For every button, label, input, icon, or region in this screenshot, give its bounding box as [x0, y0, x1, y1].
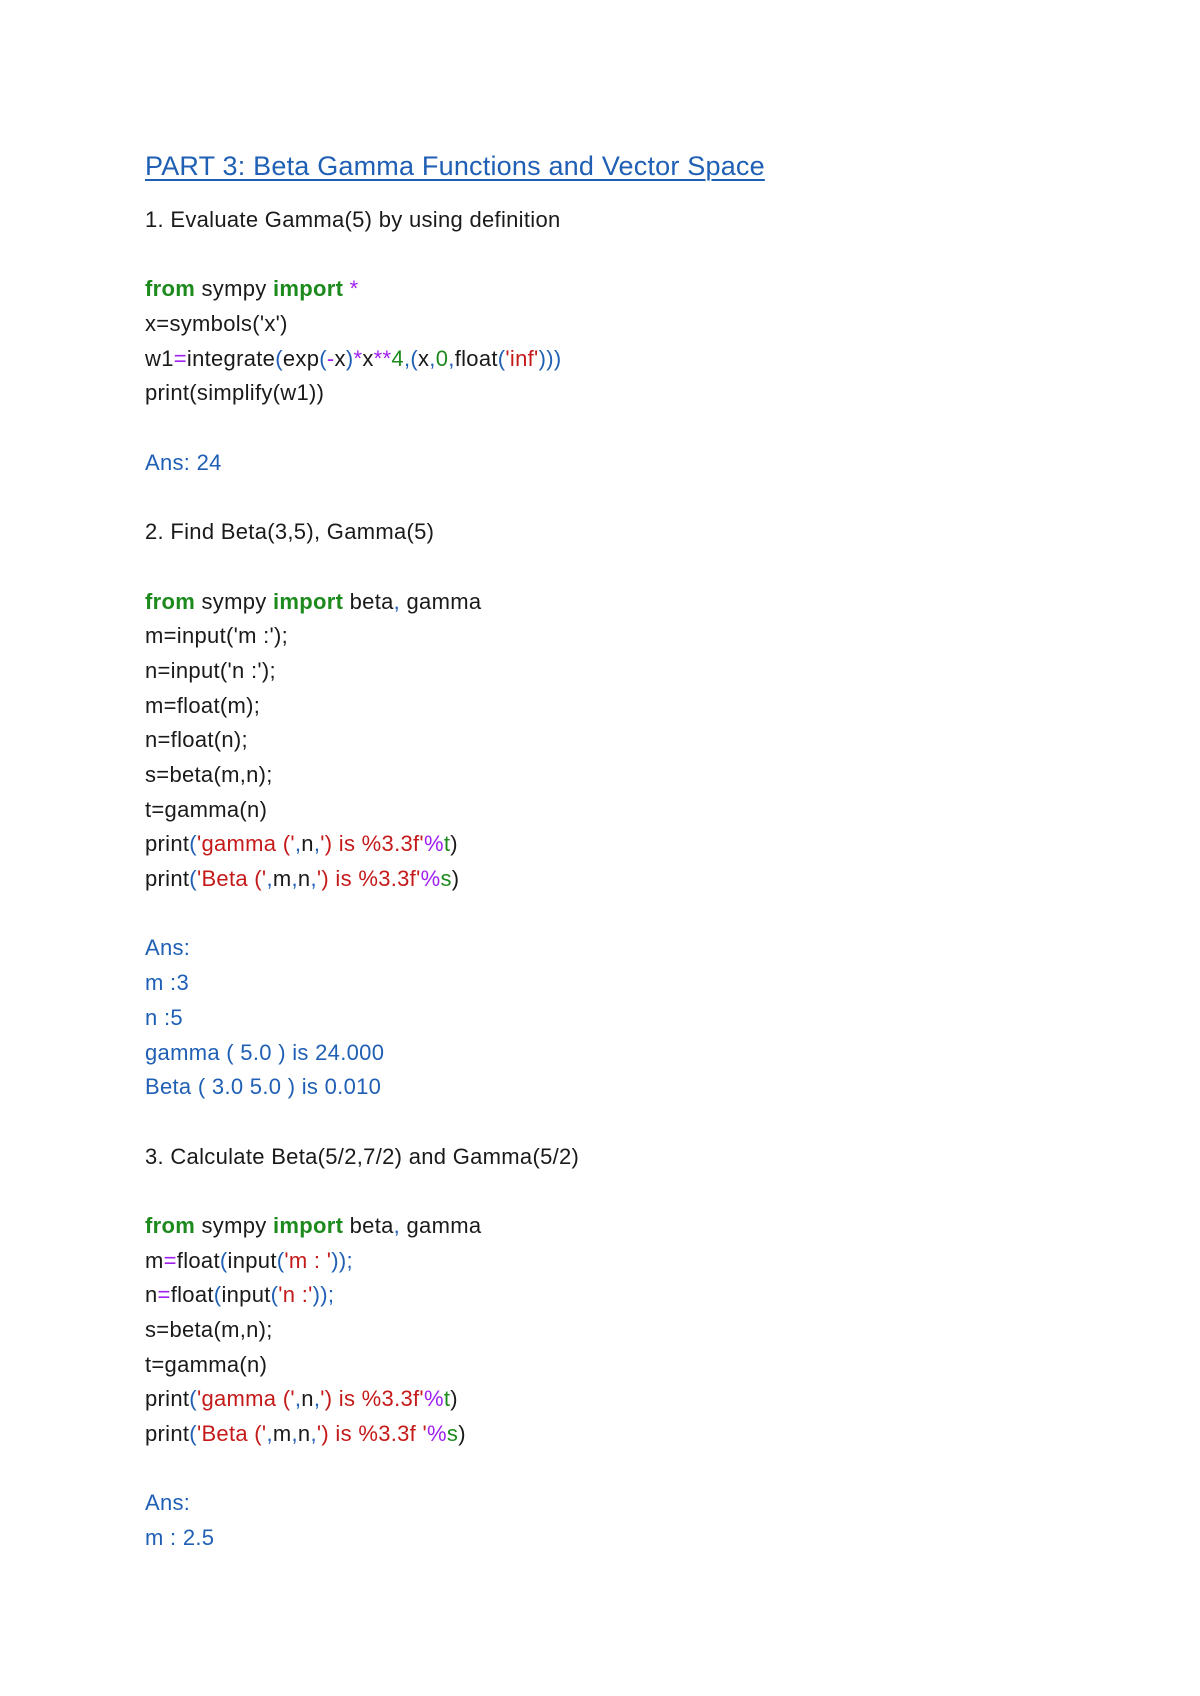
answer-line: Beta ( 3.0 5.0 ) is 0.010 — [145, 1074, 382, 1100]
question-heading: 3. Calculate Beta(5/2,7/2) and Gamma(5/2) — [145, 1143, 580, 1169]
answer-block — [145, 1486, 1105, 1555]
code-line: n=input('n :'); — [145, 657, 276, 683]
code-block — [145, 585, 1105, 897]
section-2 — [145, 515, 1105, 1139]
section-1 — [145, 203, 1105, 515]
code-line: from sympy import beta, gamma — [145, 588, 482, 614]
question-heading: 1. Evaluate Gamma(5) by using definition — [145, 207, 561, 232]
code-line: print(simplify(w1)) — [145, 380, 325, 406]
page-title: PART 3: Beta Gamma Functions and Vector Space — [145, 151, 765, 181]
code-block — [145, 1209, 1105, 1452]
code-line: t=gamma(n) — [145, 1351, 268, 1377]
code-line: print('gamma (',n,') is %3.3f'%t) — [145, 1386, 458, 1412]
code-line: m=float(input('m : ')); — [145, 1247, 353, 1273]
answer-block — [145, 931, 1105, 1104]
code-block — [145, 272, 1105, 411]
code-line: m=float(m); — [145, 692, 261, 718]
code-line: n=float(input('n :')); — [145, 1282, 335, 1308]
code-line: n=float(n); — [145, 727, 248, 753]
answer-line: n :5 — [145, 1004, 183, 1030]
question-heading: 2. Find Beta(3,5), Gamma(5) — [145, 519, 435, 545]
code-line: s=beta(m,n); — [145, 762, 273, 787]
code-line: print('gamma (',n,') is %3.3f'%t) — [145, 831, 458, 857]
code-line: print('Beta (',m,n,') is %3.3f'%s) — [145, 866, 460, 892]
code-line: m=input('m :'); — [145, 623, 289, 649]
code-line: print('Beta (',m,n,') is %3.3f '%s) — [145, 1421, 466, 1447]
code-line: s=beta(m,n); — [145, 1317, 273, 1342]
code-line: x=symbols('x') — [145, 311, 288, 337]
answer-line: Ans: — [145, 1490, 191, 1516]
code-line: from sympy import * — [145, 276, 359, 302]
answer-line: m :3 — [145, 970, 189, 996]
code-line: t=gamma(n) — [145, 796, 268, 822]
answer-line: Ans: — [145, 935, 191, 961]
section-3 — [145, 1140, 1105, 1556]
document-page — [145, 148, 1105, 1556]
answer-line: gamma ( 5.0 ) is 24.000 — [145, 1039, 385, 1065]
code-line: from sympy import beta, gamma — [145, 1212, 482, 1238]
answer-line: m : 2.5 — [145, 1525, 215, 1551]
code-line: w1=integrate(exp(-x)*x**4,(x,0,float('inf'))) — [145, 345, 562, 371]
answer-line: Ans: 24 — [145, 449, 222, 475]
